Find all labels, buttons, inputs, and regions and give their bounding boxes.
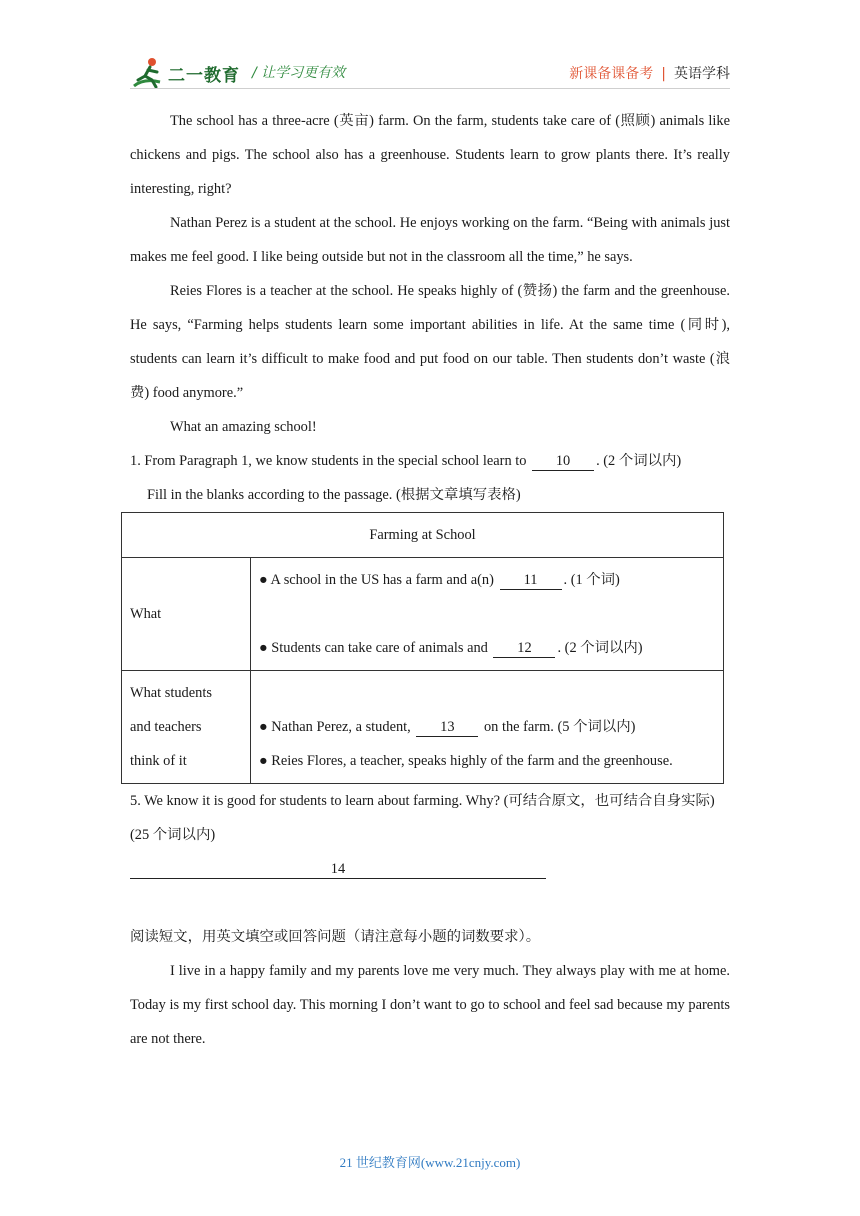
answer-blank-10[interactable]: 10	[532, 452, 594, 471]
section-gap	[130, 886, 730, 920]
what-line-1-text: ● A school in the US has a farm and a(n)	[259, 572, 498, 588]
question-5: 5. We know it is good for students to learn about farming. Why? (可结合原文，也可结合自身实际) (25 个词以内)	[130, 793, 715, 843]
table-instruction: Fill in the blanks according to the passage. (根据文章填写表格)	[147, 487, 521, 503]
paragraph-3: Reies Flores is a teacher at the school. He speaks highly of (赞扬) the farm and the greenhouse. He says, “Farming helps students learn some important abilities in life. At the same time (同时), students can learn it’s difficult to make food and put food on our table. Then students don’t waste (浪费) food anymore.”	[130, 283, 730, 401]
answer-blank-11[interactable]: 11	[500, 571, 562, 590]
row-label-opinions	[122, 671, 251, 784]
what-line-2-text: ● Students can take care of animals and	[259, 640, 492, 656]
what-line-1	[259, 563, 715, 597]
header-divider	[130, 88, 730, 89]
table-title: Farming at School	[122, 513, 724, 558]
paragraph-4: What an amazing school!	[170, 419, 317, 435]
runner-logo-icon	[130, 56, 168, 90]
answer-blank-13[interactable]: 13	[416, 718, 478, 737]
what-line-1-limit: . (1 个词)	[563, 572, 620, 588]
cell-spacer	[259, 676, 715, 710]
question-1	[130, 444, 730, 478]
what-line-2-limit: . (2 个词以内)	[557, 640, 643, 656]
question-5-answer-line	[130, 852, 730, 886]
answer-blank-14[interactable]: 14	[130, 860, 546, 879]
row-what-content	[251, 558, 724, 671]
footer-source: 21 世纪教育网(www.21cnjy.com)	[339, 1155, 521, 1170]
header-separator: |	[661, 66, 666, 82]
cell-spacer	[259, 597, 715, 631]
section-2-instruction: 阅读短文，用英文填空或回答问题（请注意每小题的词数要求）。	[130, 929, 541, 945]
opinions-line-1-text: ● Nathan Perez, a student,	[259, 719, 415, 735]
slogan: / 让学习更有效	[252, 65, 346, 81]
paragraph-2: Nathan Perez is a student at the school. He enjoys working on the farm. “Being with animals just makes me feel good. I like being outside but not in the classroom all the time,” he says.	[130, 215, 730, 265]
series-label: 新课备课备考	[569, 66, 654, 82]
logo	[130, 56, 248, 90]
document-body	[130, 104, 730, 1056]
opinions-label-line-1: What students	[130, 685, 212, 701]
opinions-label-line-2: and teachers	[130, 719, 202, 735]
opinions-line-2: ● Reies Flores, a teacher, speaks highly of the farm and the greenhouse.	[259, 753, 673, 769]
paragraph-1: The school has a three-acre (英亩) farm. On the farm, students take care of (照顾) animals like chickens and pigs. The school also has a greenhouse. Students learn to grow plants there. It’s really interesting, right?	[130, 113, 730, 197]
farming-table	[121, 512, 724, 784]
logo-text: 二一教育	[168, 66, 240, 86]
what-line-2	[259, 631, 715, 665]
opinions-label-line-3: think of it	[130, 753, 187, 769]
page-header	[130, 56, 730, 92]
answer-blank-12[interactable]: 12	[493, 639, 555, 658]
header-right	[569, 63, 730, 83]
row-label-what: What	[122, 558, 251, 671]
opinions-line-1-limit: on the farm. (5 个词以内)	[480, 719, 636, 735]
subject-label: 英语学科	[674, 66, 730, 82]
opinions-line-1	[259, 710, 715, 744]
question-1-limit: . (2 个词以内)	[596, 453, 682, 469]
question-1-text: 1. From Paragraph 1, we know students in the special school learn to	[130, 453, 531, 469]
section-2-paragraph: I live in a happy family and my parents love me very much. They always play with me at home. Today is my first school day. This morning I don’t want to go to school and feel sad because my parents are not there.	[130, 963, 730, 1047]
row-opinions-content	[251, 671, 724, 784]
